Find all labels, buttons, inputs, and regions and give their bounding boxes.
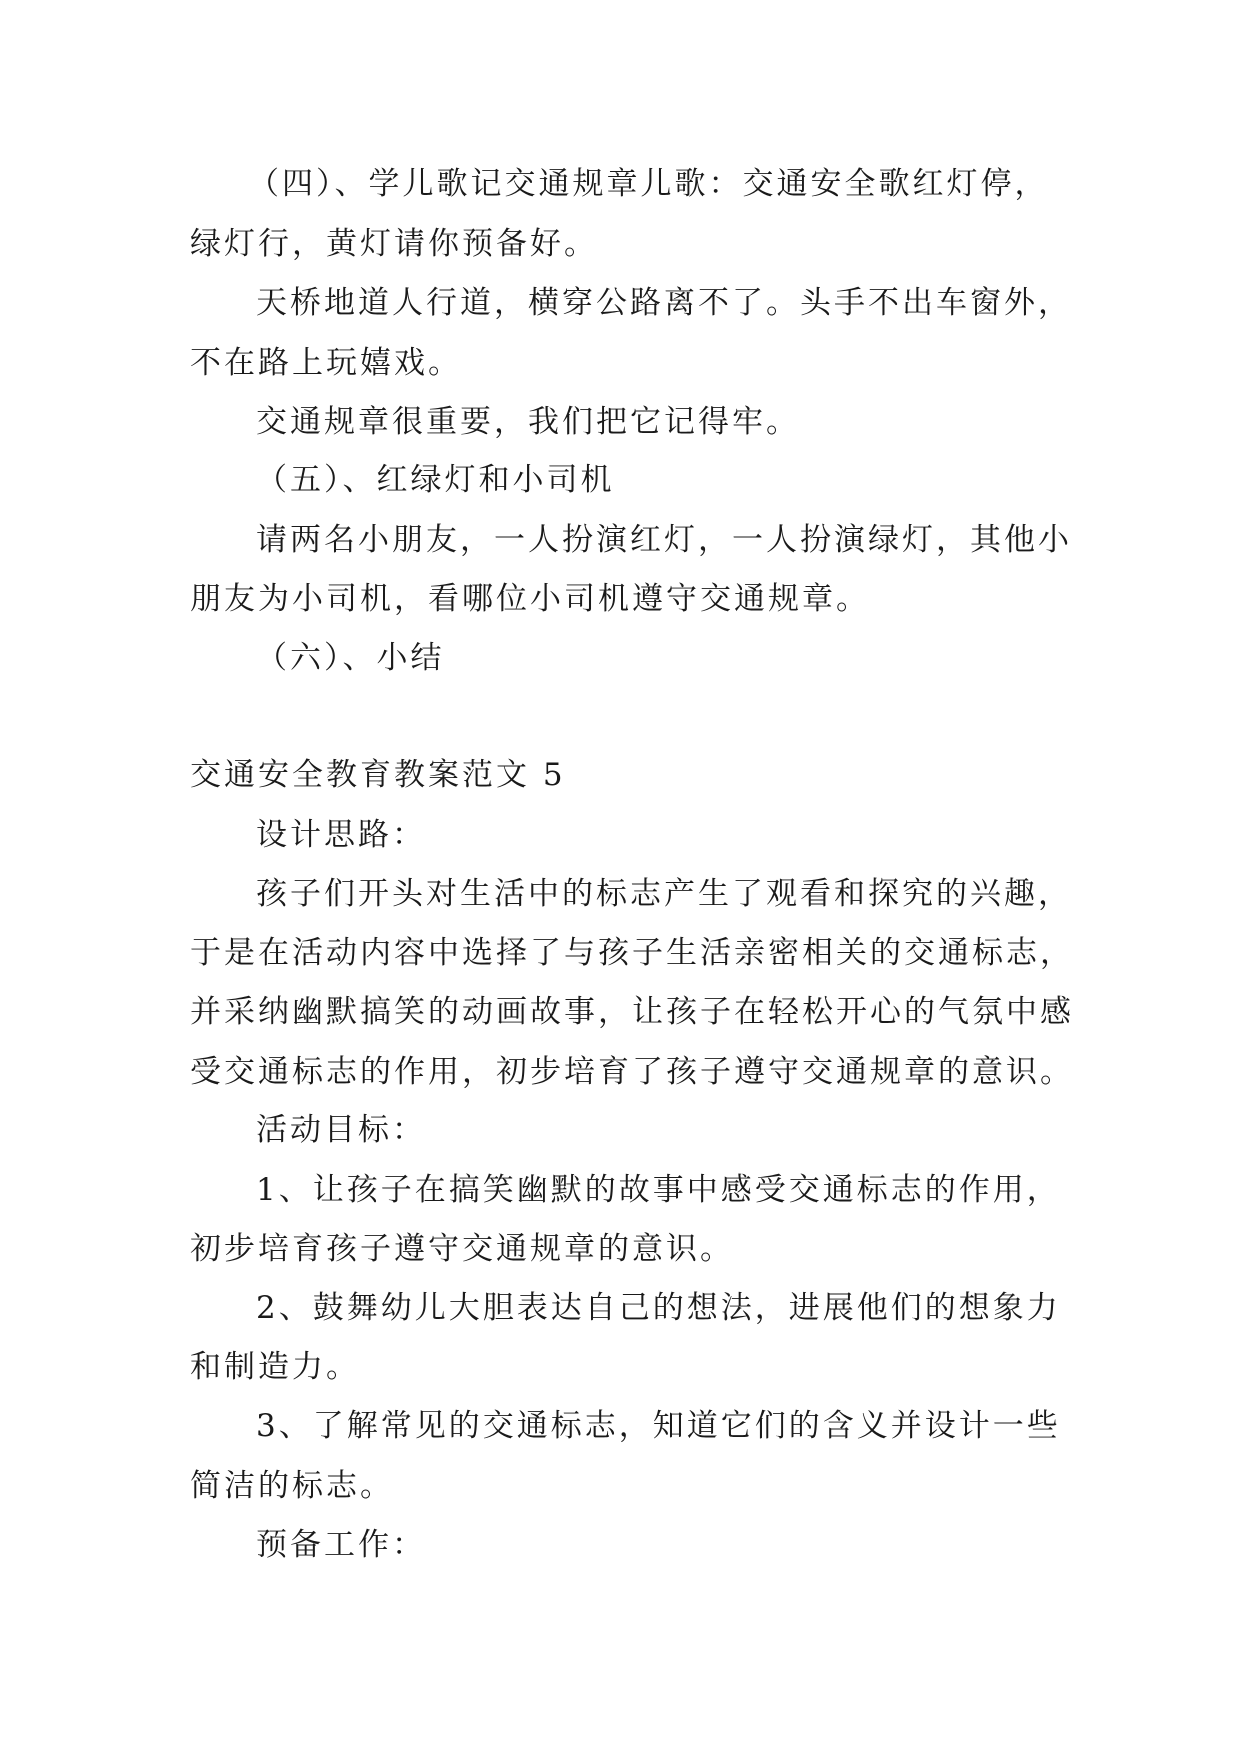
text-line: 预备工作： [256, 1527, 426, 1563]
text-line: 受交通标志的作用，初步培育了孩子遵守交通规章的意识。 [190, 1054, 1074, 1090]
text-line: 孩子们开头对生活中的标志产生了观看和探究的兴趣， [256, 876, 1072, 912]
text-line: 绿灯行，黄灯请你预备好。 [190, 226, 598, 262]
text-line: 天桥地道人行道，横穿公路离不了。头手不出车窗外， [256, 285, 1072, 321]
text-line: 设计思路： [256, 817, 426, 853]
text-line: 并采纳幽默搞笑的动画故事，让孩子在轻松开心的气氛中感 [190, 994, 1074, 1030]
text-line: 交通规章很重要，我们把它记得牢。 [256, 404, 800, 440]
text-line: 不在路上玩嬉戏。 [190, 345, 462, 381]
text-line: 请两名小朋友，一人扮演红灯，一人扮演绿灯，其他小 [256, 522, 1072, 558]
text-line: （五）、红绿灯和小司机 [256, 462, 615, 498]
text-line: 1、让孩子在搞笑幽默的故事中感受交通标志的作用， [256, 1172, 1061, 1208]
text-line: 2、鼓舞幼儿大胆表达自己的想法，进展他们的想象力 [256, 1290, 1061, 1326]
text-line: 于是在活动内容中选择了与孩子生活亲密相关的交通标志， [190, 935, 1074, 971]
text-line: 3、了解常见的交通标志，知道它们的含义并设计一些 [256, 1408, 1061, 1444]
text-line: （四）、学儿歌记交通规章儿歌：交通安全歌红灯停， [248, 166, 1049, 202]
text-line: 初步培育孩子遵守交通规章的意识。 [190, 1231, 734, 1267]
text-line: 朋友为小司机，看哪位小司机遵守交通规章。 [190, 581, 870, 617]
text-line: 活动目标： [256, 1112, 426, 1148]
text-line: （六）、小结 [256, 640, 445, 676]
section-heading: 交通安全教育教案范文 5 [190, 757, 566, 793]
text-line: 和制造力。 [190, 1349, 360, 1385]
text-line: 简洁的标志。 [190, 1468, 394, 1504]
